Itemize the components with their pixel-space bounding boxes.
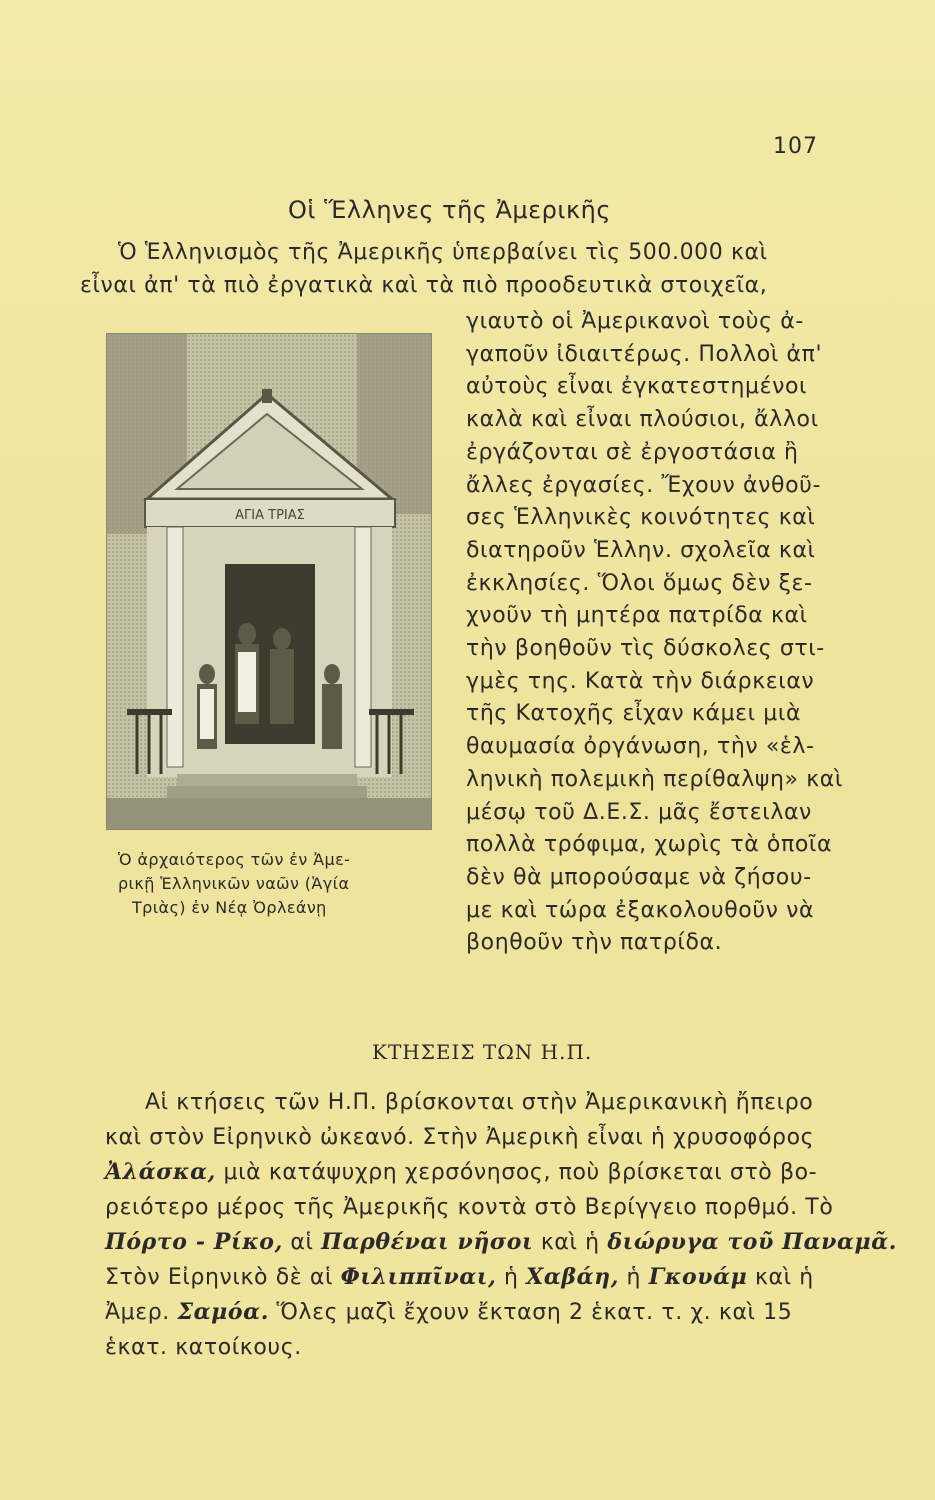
text-segment: μιὰ κατάψυχρη χερσόνησος, ποὺ βρίσκεται στὸ βο- — [215, 1160, 818, 1185]
intro-line-1: Ὁ Ἑλληνισμὸς τῆς Ἀμερικῆς ὑπερβαίνει τὶς 500.000 καὶ — [118, 240, 768, 265]
text-segment: Στὸν Εἰρηνικὸ δὲ αἱ — [105, 1265, 341, 1290]
text-line — [105, 1225, 897, 1260]
text-line: μέσῳ τοῦ Δ.Ε.Σ. μᾶς ἔστειλαν — [466, 799, 812, 825]
right-column-text — [466, 306, 886, 960]
caption-line: Ὁ ἀρχαιότερος τῶν ἐν Ἀμε- — [118, 850, 351, 869]
text-line: ρειότερο μέρος τῆς Ἀμερικῆς κοντὰ στὸ Βερίγγειο πορθμό. Τὸ — [105, 1195, 834, 1220]
page-number: 107 — [773, 134, 818, 159]
text-segment: Ἀμερ. — [105, 1300, 178, 1325]
text-segment: ἡ — [618, 1265, 649, 1290]
puerto-rico-term: Πόρτο - Ρίκο, — [105, 1229, 283, 1255]
text-line: τὴν βοηθοῦν τὶς δύσκολες στι- — [466, 636, 825, 662]
possessions-heading: ΚΤΗΣΕΙΣ ΤΩΝ Η.Π. — [372, 1040, 593, 1064]
text-line: σες Ἑλληνικὲς κοινότητες καὶ — [466, 505, 816, 531]
text-segment: καὶ ἡ — [747, 1265, 814, 1290]
text-line: καλὰ καὶ εἶναι πλούσιοι, ἄλλοι — [466, 407, 819, 433]
text-line: ληνικὴ πολεμικὴ περίθαλψη» καὶ — [466, 766, 843, 792]
hawaii-term: Χαβάη, — [526, 1264, 619, 1290]
possessions-paragraph — [105, 1085, 897, 1365]
text-line: δὲν θὰ μπορούσαμε νὰ ζήσου- — [466, 864, 812, 890]
text-line: ἑκατ. κατοίκους. — [105, 1335, 302, 1360]
photo-caption — [118, 848, 448, 920]
caption-line: ρικῇ Ἑλληνικῶν ναῶν (Ἁγία — [118, 874, 350, 893]
text-line: διατηροῦν Ἑλλην. σχολεῖα καὶ — [466, 537, 816, 563]
text-line: γαποῦν ἰδιαιτέρως. Πολλοὶ ἀπ' — [466, 341, 823, 367]
panama-canal-term: διώρυγα τοῦ Παναμᾶ. — [607, 1229, 897, 1255]
text-line: βοηθοῦν τὴν πατρίδα. — [466, 930, 723, 956]
alaska-term: Ἀλάσκα, — [105, 1159, 216, 1185]
text-segment: Ὅλες μαζὶ ἔχουν ἔκταση 2 ἑκατ. τ. χ. καὶ 15 — [268, 1300, 793, 1325]
text-line: αὐτοὺς εἶναι ἐγκατεστημένοι — [466, 374, 808, 400]
samoa-term: Σαμόα. — [177, 1299, 269, 1325]
text-line: ἐργάζονται σὲ ἐργοστάσια ἢ — [466, 439, 799, 465]
text-segment: καὶ ἡ — [533, 1230, 608, 1255]
text-line: θαυμασία ὀργάνωση, τὴν «ἑλ- — [466, 734, 815, 760]
section-title: Οἱ Ἕλληνες τῆς Ἀμερικῆς — [288, 196, 611, 224]
text-line: τῆς Κατοχῆς εἶχαν κάμει μιὰ — [466, 701, 802, 727]
text-line: γμὲς της. Κατὰ τὴν διάρκειαν — [466, 668, 815, 694]
text-line: χνοῦν τὴ μητέρα πατρίδα καὶ — [466, 603, 808, 629]
church-photo — [106, 333, 430, 828]
virgin-islands-term: Παρθέναι νῆσοι — [321, 1229, 534, 1255]
text-segment: αἱ — [282, 1230, 322, 1255]
church-illustration — [107, 334, 431, 829]
text-line: πολλὰ τρόφιμα, χωρὶς τὰ ὁποῖα — [466, 832, 833, 858]
text-line — [105, 1155, 865, 1190]
text-line: καὶ στὸν Εἰρηνικὸ ὠκεανό. Στὴν Ἀμερικὴ εἶναι ἡ χρυσοφόρος — [105, 1125, 815, 1150]
philippines-term: Φιλιππῖναι, — [340, 1264, 497, 1290]
text-line: γιαυτὸ οἱ Ἀμερικανοὶ τοὺς ἀ- — [466, 309, 804, 334]
text-line: με καὶ τώρα ἐξακολουθοῦν νὰ — [466, 897, 815, 923]
intro-line-2: εἶναι ἀπ' τὰ πιὸ ἐργατικὰ καὶ τὰ πιὸ προοδευτικὰ στοιχεῖα, — [80, 273, 768, 298]
text-line: Αἱ κτήσεις τῶν Η.Π. βρίσκονται στὴν Ἀμερικανικὴ ἤπειρο — [145, 1090, 814, 1115]
text-line: ἄλλες ἐργασίες. Ἔχουν ἀνθοῦ- — [466, 472, 822, 498]
text-line — [105, 1295, 865, 1330]
text-segment: ἡ — [496, 1265, 527, 1290]
caption-line: Τριὰς) ἐν Νέᾳ Ὀρλεάνῃ — [132, 898, 327, 917]
text-line: ἐκκλησίες. Ὅλοι ὅμως δὲν ξε- — [466, 570, 813, 596]
photo-frame — [106, 333, 432, 830]
church-banner-text: ΑΓΙΑ ΤΡΙΑΣ — [235, 508, 305, 523]
guam-term: Γκουάμ — [648, 1264, 748, 1290]
text-line — [105, 1260, 865, 1295]
